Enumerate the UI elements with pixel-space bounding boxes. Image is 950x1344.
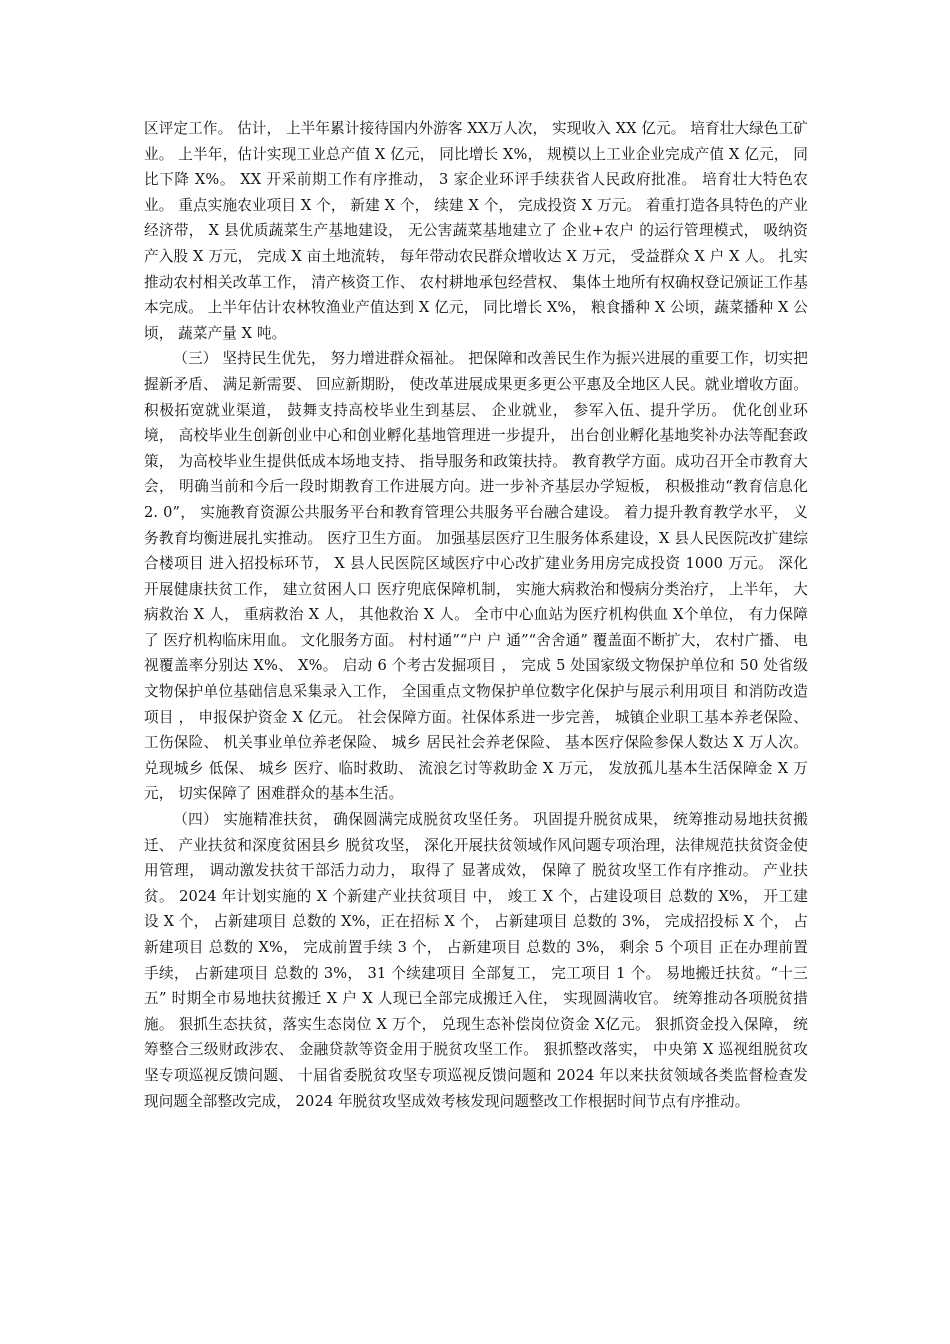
paragraph-poverty-alleviation: （四） 实施精准扶贫， 确保圆满完成脱贫攻坚任务。 巩固提升脱贫成果， 统筹推动易地扶贫搬迁、 产业扶贫和深度贫困县乡 脱贫攻坚， 深化开展扶贫领域作风问题专项治理，法律规范扶贫资金使用管理， 调动激发扶贫干部活力动力， 取得了 显著成效， 保障了 脱贫攻坚工作有序推动。 产业扶贫。 2024 年计划实施的 X 个新建产业扶贫项目 中， 竣工 X 个，占建设项目 总数的 X%， 开工建设 X 个， 占新建项目 总数的 X%，正在招标 X 个， 占新建项目 总数的 3%， 完成招投标 X 个， 占新建项目 总数的 X%， 完成前置手续 3 个， 占新建项目 总数的 3%， 剩余 5 个项目 正在办理前置手续， 占新建项目 总数的 3%， 31 个续建项目 全部复工， 完工项目 1 个。 易地搬迁扶贫。“十三五” 时期全市易地扶贫搬迁 X 户 X 人现已全部完成搬迁入住， 实现圆满收官。 统筹推动各项脱贫措施。 狠抓生态扶贫，落实生态岗位 X 万个， 兑现生态补偿岗位资金 X亿元。 狠抓资金投入保障， 统筹整合三级财政涉农、 金融贷款等资金用于脱贫攻坚工作。 狠抓整改落实， 中央第 X 巡视组脱贫攻坚专项巡视反馈问题、 十届省委脱贫攻坚专项巡视反馈问题和 2024 年以来扶贫领域各类监督检查发现问题全部整改完成， 2024 年脱贫攻坚成效考核发现问题整改工作根据时间节点有序推动。 [144, 811, 808, 1110]
paragraph-livelihood: （三） 坚持民生优先， 努力增进群众福祉。 把保障和改善民生作为振兴进展的重要工作，切实把握新矛盾、 满足新需要、 回应新期盼， 使改革进展成果更多更公平惠及全地区人民。就业增收方面。 积极拓宽就业渠道， 鼓舞支持高校毕业生到基层、 企业就业， 参军入伍、提升学历。 优化创业环境， 高校毕业生创新创业中心和创业孵化基地管理进一步提升， 出台创业孵化基地奖补办法等配套政策， 为高校毕业生提供低成本场地支持、 指导服务和政策扶持。 教育教学方面。成功召开全市教育大会， 明确当前和今后一段时期教育工作进展方向。进一步补齐基层办学短板， 积极推动“教育信息化 2. 0”， 实施教育资源公共服务平台和教育管理公共服务平台融合建设。 着力提升教育教学水平， 义务教育均衡进展扎实推动。 医疗卫生方面。 加强基层医疗卫生服务体系建设，X 县人民医院改扩建综合楼项目 进入招投标环节， X 县人民医院区域医疗中心改扩建业务用房完成投资 1000 万元。 深化开展健康扶贫工作， 建立贫困人口 医疗兜底保障机制， 实施大病救治和慢病分类治疗， 上半年， 大病救治 X 人， 重病救治 X 人， 其他救治 X 人。 全市中心血站为医疗机构供血 X个单位， 有力保障了 医疗机构临床用血。 文化服务方面。 村村通”“户 户 通”“舍舍通” 覆盖面不断扩大， 农村广播、 电视覆盖率分别达 X%、 X%。 启动 6 个考古发掘项目 ， 完成 5 处国家级文物保护单位和 50 处省级文物保护单位基础信息采集录入工作， 全国重点文物保护单位数字化保护与展示利用项目 和消防改造项目 ， 申报保护资金 X 亿元。 社会保障方面。社保体系进一步完善， 城镇企业职工基本养老保险、 工伤保险、 机关事业单位养老保险、 城乡 居民社会养老保险、 基本医疗保险参保人数达 X 万人次。 兑现城乡 低保、 城乡 医疗、临时救助、 流浪乞讨等救助金 X 万元， 发放孤儿基本生活保障金 X 万元， 切实保障了 困难群众的基本生活。 [144, 350, 808, 803]
paragraph-industry-agriculture: 区评定工作。 估计， 上半年累计接待国内外游客 XX万人次， 实现收入 XX 亿元。 培育壮大绿色工矿业。 上半年，估计实现工业总产值 X 亿元， 同比增长 X%， 规模以上工业企业完成产值 X 亿元， 同比下降 X%。 XX 开采前期工作有序推动， 3 家企业环评手续获省人民政府批准。 培育壮大特色农业。 重点实施农业项目 X 个， 新建 X 个， 续建 X 个， 完成投资 X 万元。 着重打造各具特色的产业经济带， X 县优质蔬菜生产基地建设， 无公害蔬菜基地建立了 企业+农户 的运行管理模式， 吸纳资产入股 X 万元， 完成 X 亩土地流转， 每年带动农民群众增收达 X 万元， 受益群众 X 户 X 人。 扎实推动农村相关改革工作， 清产核资工作、 农村耕地承包经营权、 集体土地所有权确权登记颁证工作基本完成。 上半年估计农林牧渔业产值达到 X 亿元， 同比增长 X%， 粮食播种 X 公顷，蔬菜播种 X 公顷， 蔬菜产量 X 吨。 [144, 120, 808, 342]
document-body [144, 116, 808, 1114]
